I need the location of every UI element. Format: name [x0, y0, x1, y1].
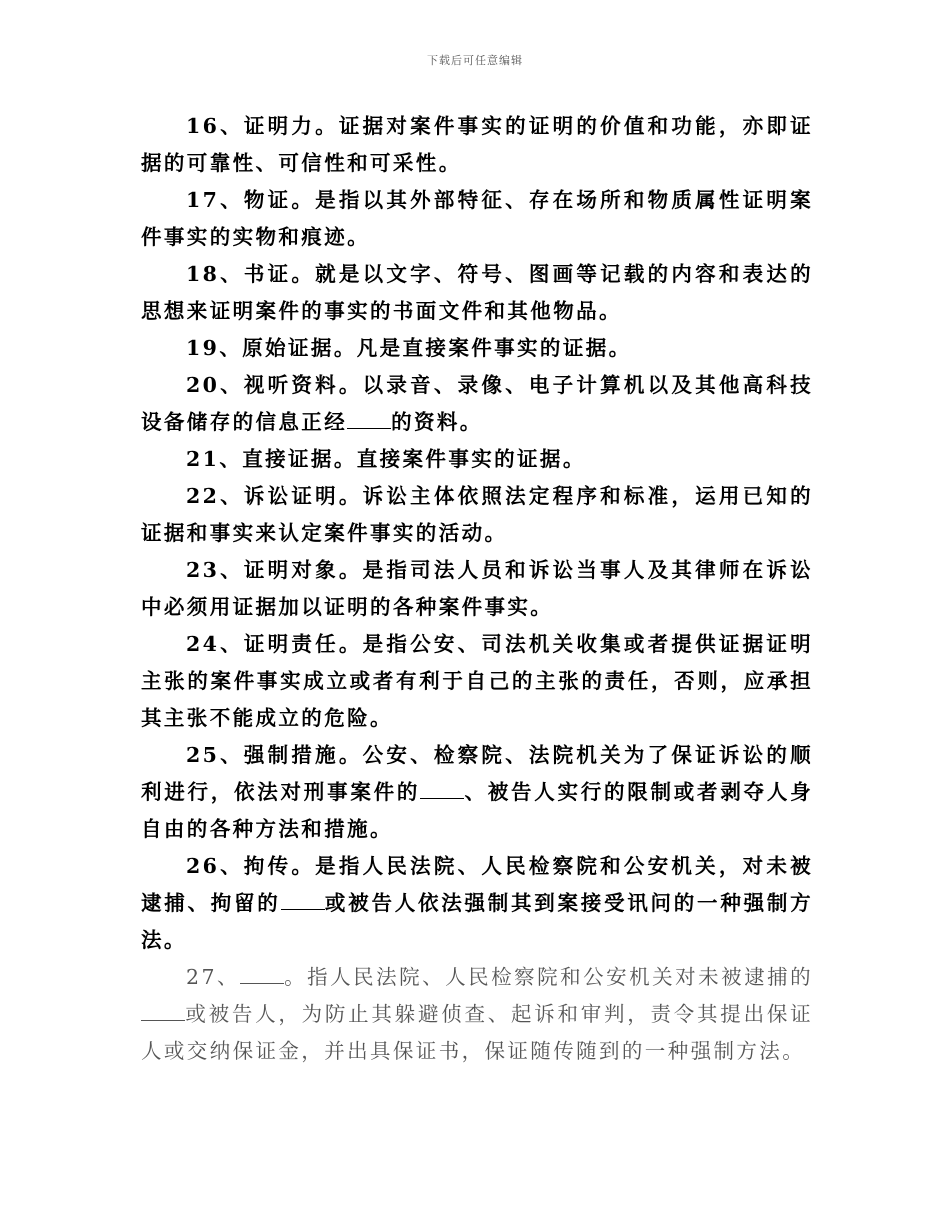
paragraph-18 — [141, 256, 813, 330]
paragraph-25 — [141, 737, 813, 848]
paragraph-text: 的资料。 — [391, 410, 483, 434]
paragraph-21 — [141, 441, 813, 478]
paragraph-text: 26、拘传。是指人民法院、人民检察院和公安机关，对未被逮捕、拘留的 — [141, 854, 813, 915]
fill-in-blank — [240, 965, 284, 984]
fill-in-blank — [281, 891, 325, 910]
page-header: 下载后可任意编辑 — [427, 54, 523, 67]
paragraph-19 — [141, 330, 813, 367]
paragraph-24 — [141, 626, 813, 737]
paragraph-text: 25、强制措施。公安、检察院、法院机关为了保证诉讼的顺利进行，依法对刑事案件的 — [141, 743, 813, 804]
paragraph-20 — [141, 367, 813, 441]
paragraph-23 — [141, 552, 813, 626]
paragraph-27 — [141, 959, 813, 1070]
paragraph-text: 22、诉讼证明。诉讼主体依照法定程序和标准，运用已知的证据和事实来认定案件事实的活动。 — [141, 484, 813, 545]
paragraph-16 — [141, 108, 813, 182]
paragraph-26 — [141, 848, 813, 959]
paragraph-text: 。指人民法院、人民检察院和公安机关对未被逮捕的 — [284, 965, 813, 989]
paragraph-text: 21、直接证据。直接案件事实的证据。 — [186, 447, 586, 471]
paragraph-text: 、被告人实行的限制或者剥夺人身自由的各种方法和措施。 — [141, 780, 813, 841]
fill-in-blank — [141, 1002, 185, 1021]
paragraph-text: 或被告人，为防止其躲避侦查、起诉和审判，责令其提出保证人或交纳保证金，并出具保证书，保证随传随到的一种强制方法。 — [141, 1002, 813, 1063]
paragraph-text: 19、原始证据。凡是直接案件事实的证据。 — [186, 336, 632, 360]
document-body — [141, 108, 813, 1070]
paragraph-text: 20、视听资料。以录音、录像、电子计算机以及其他高科技设备储存的信息正经 — [141, 373, 813, 434]
paragraph-text: 27、 — [186, 965, 240, 989]
paragraph-17 — [141, 182, 813, 256]
fill-in-blank — [420, 780, 464, 799]
fill-in-blank — [347, 410, 391, 429]
paragraph-text: 或被告人依法强制其到案接受讯问的一种强制方法。 — [141, 891, 813, 952]
paragraph-text: 16、证明力。证据对案件事实的证明的价值和功能，亦即证据的可靠性、可信性和可采性。 — [141, 114, 813, 175]
paragraph-text: 17、物证。是指以其外部特征、存在场所和物质属性证明案件事实的实物和痕迹。 — [141, 188, 813, 249]
paragraph-text: 18、书证。就是以文字、符号、图画等记载的内容和表达的思想来证明案件的事实的书面文件和其他物品。 — [141, 262, 813, 323]
paragraph-text: 24、证明责任。是指公安、司法机关收集或者提供证据证明主张的案件事实成立或者有利于自己的主张的责任，否则，应承担其主张不能成立的危险。 — [141, 632, 813, 730]
paragraph-22 — [141, 478, 813, 552]
paragraph-text: 23、证明对象。是指司法人员和诉讼当事人及其律师在诉讼中必须用证据加以证明的各种案件事实。 — [141, 558, 813, 619]
